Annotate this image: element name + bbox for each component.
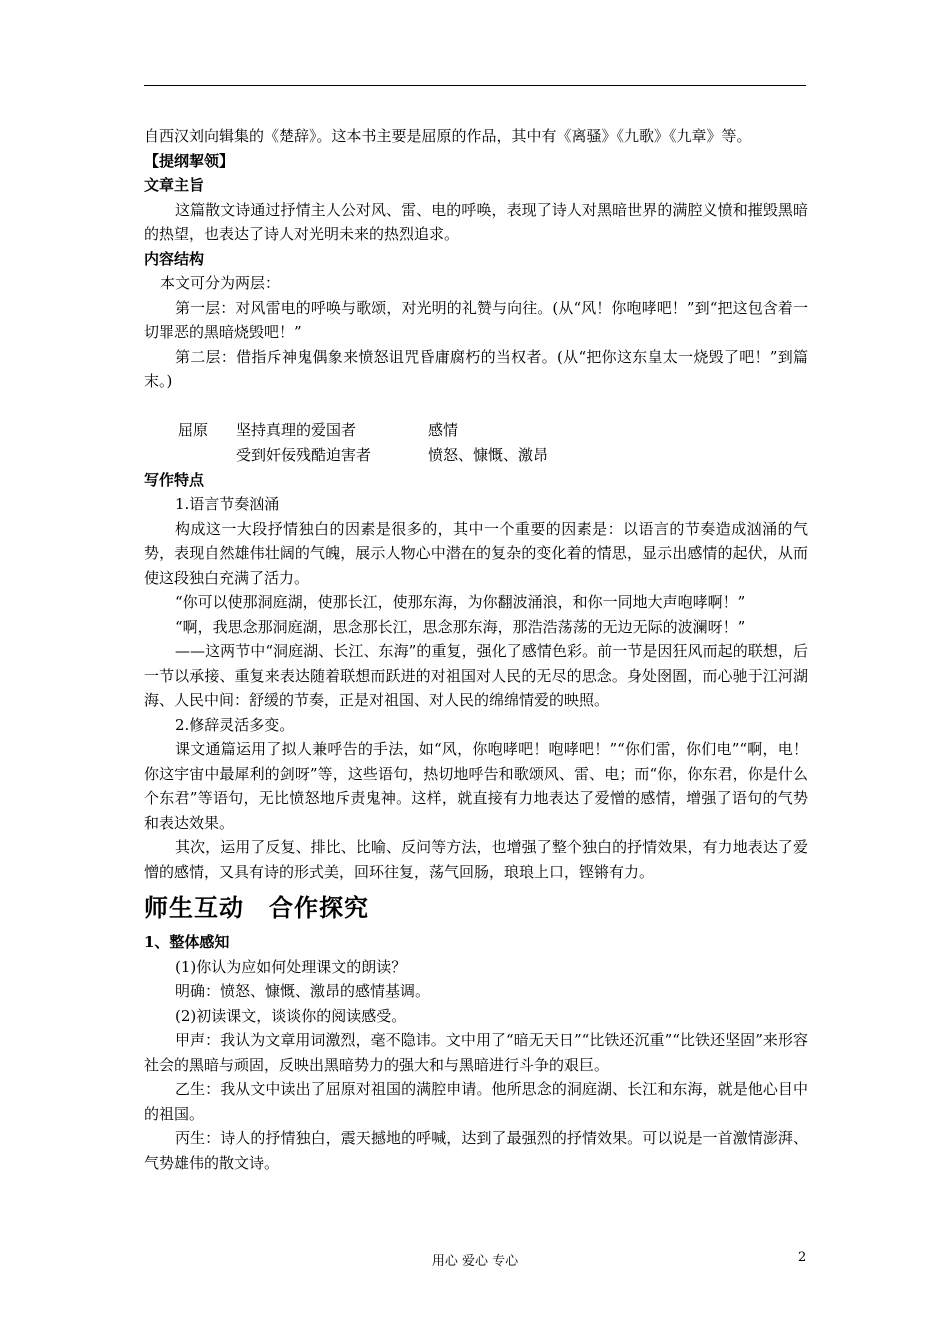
footer-motto: 用心 爱心 专心 (431, 1254, 519, 1269)
student-response-bing: 丙生：诗人的抒情独白，震天撼地的呼喊，达到了最强烈的抒情效果。可以说是一首激情澎湃、气势雄伟的散文诗。 (144, 1129, 808, 1172)
writing-point-2-paragraph-2: 其次，运用了反复、排比、比喻、反问等方法，也增强了整个独白的抒情效果，有力地表达了爱憎的感情，又具有诗的形式美，回环往复，荡气回肠，琅琅上口，铿锵有力。 (144, 838, 808, 881)
subheading-structure: 内容结构 (144, 249, 205, 268)
page-content (144, 124, 808, 1175)
theme-paragraph: 这篇散文诗通过抒情主人公对风、雷、电的呼唤，表现了诗人对黑暗世界的满腔义愤和摧毁黑暗的热望，也表达了诗人对光明未来的热烈追求。 (144, 200, 808, 243)
subheading-theme: 文章主旨 (144, 176, 205, 194)
table-cell: 受到奸佞残酷迫害者 (236, 445, 372, 464)
student-response-yi: 乙生：我从文中读出了屈原对祖国的满腔申请。他所思念的洞庭湖、长江和东海，就是他心目中的祖国。 (144, 1080, 808, 1123)
section-heading-outline: 【提纲挈领】 (144, 151, 235, 170)
writing-point-1-title: 1.语言节奏汹涌 (175, 495, 280, 513)
question-1: (1)你认为应如何处理课文的朗读？ (175, 957, 407, 976)
header-rule (144, 85, 806, 86)
question-2: (2)初读课文，谈谈你的阅读感受。 (175, 1006, 407, 1025)
writing-point-1-paragraph: 构成这一大段抒情独白的因素是很多的，其中一个重要的因素是：以语言的节奏造成汹涌的气势，表现自然雄伟壮阔的气魄，展示人物心中潜在的复杂的变化着的情思，显示出感情的起伏，从而使这段独白充满了活力。 (144, 519, 808, 587)
student-response-jia: 甲声：我认为文章用词激烈，毫不隐讳。文中用了“暗无天日”“比铁还沉重”“比铁还坚固”来形容社会的黑暗与顽固，反映出黑暗势力的强大和与黑暗进行斗争的艰巨。 (144, 1031, 808, 1074)
page-number: 2 (798, 1250, 807, 1265)
structure-layer-1: 第一层：对风雷电的呼唤与歌颂，对光明的礼赞与向往。(从“风！你咆哮吧！”到“把这包含着一切罪恶的黑暗烧毁吧！” (144, 298, 808, 341)
table-row (144, 418, 808, 443)
structure-intro: 本文可分为两层： (160, 274, 281, 292)
table-cell: 坚持真理的爱国者 (236, 420, 357, 439)
answer-1: 明确：愤怒、慷慨、激昂的感情基调。 (175, 982, 431, 1000)
section-heading-interaction: 师生互动 合作探究 (144, 893, 369, 922)
table-cell: 愤怒、慷慨、激昂 (428, 445, 549, 464)
writing-point-2-paragraph-1: 课文通篇运用了拟人兼呼告的手法，如“风，你咆哮吧！咆哮吧！”“你们雷，你们电”“啊，电！你这宇宙中最犀利的剑呀”等，这些语句，热切地呼告和歌颂风、雷、电；而“你，你东君，你是什么个东君”等语句，无比愤怒地斥责鬼神。这样，就直接有力地表达了爱憎的感情，增强了语句的气势和表达效果。 (144, 740, 808, 832)
intro-paragraph: 自西汉刘向辑集的《楚辞》。这本书主要是屈原的作品，其中有《离骚》《九歌》《九章》等。 (144, 127, 752, 145)
spacer (144, 394, 808, 418)
writing-point-1-analysis: ——这两节中“洞庭湖、长江、东海”的重复，强化了感情色彩。前一节是因狂风而起的联想，后一节以承接、重复来表达随着联想而跃进的对祖国对人民的无尽的思念。身处囹圄，而心驰于江河湖海、人民中间：舒缓的节奏，正是对祖国、对人民的绵绵情爱的映照。 (144, 642, 808, 709)
subheading-writing: 写作特点 (144, 470, 205, 489)
writing-point-2-title: 2.修辞灵活多变。 (175, 715, 295, 734)
table-cell: 感情 (428, 420, 459, 439)
table-cell: 屈原 (178, 420, 209, 439)
structure-layer-2: 第二层：借指斥神鬼偶象来愤怒诅咒昏庸腐朽的当权者。(从“把你这东皇太一烧毁了吧！”到篇末。) (144, 347, 808, 390)
quote-1: “你可以使那洞庭湖，使那长江，使那东海，为你翻波涌浪，和你一同地大声咆哮啊！” (175, 593, 746, 611)
subheading-perception: 1、整体感知 (144, 933, 230, 951)
quote-2: “啊，我思念那洞庭湖，思念那长江，思念那东海，那浩浩荡荡的无边无际的波澜呀！” (175, 617, 746, 636)
table-row (144, 443, 808, 468)
